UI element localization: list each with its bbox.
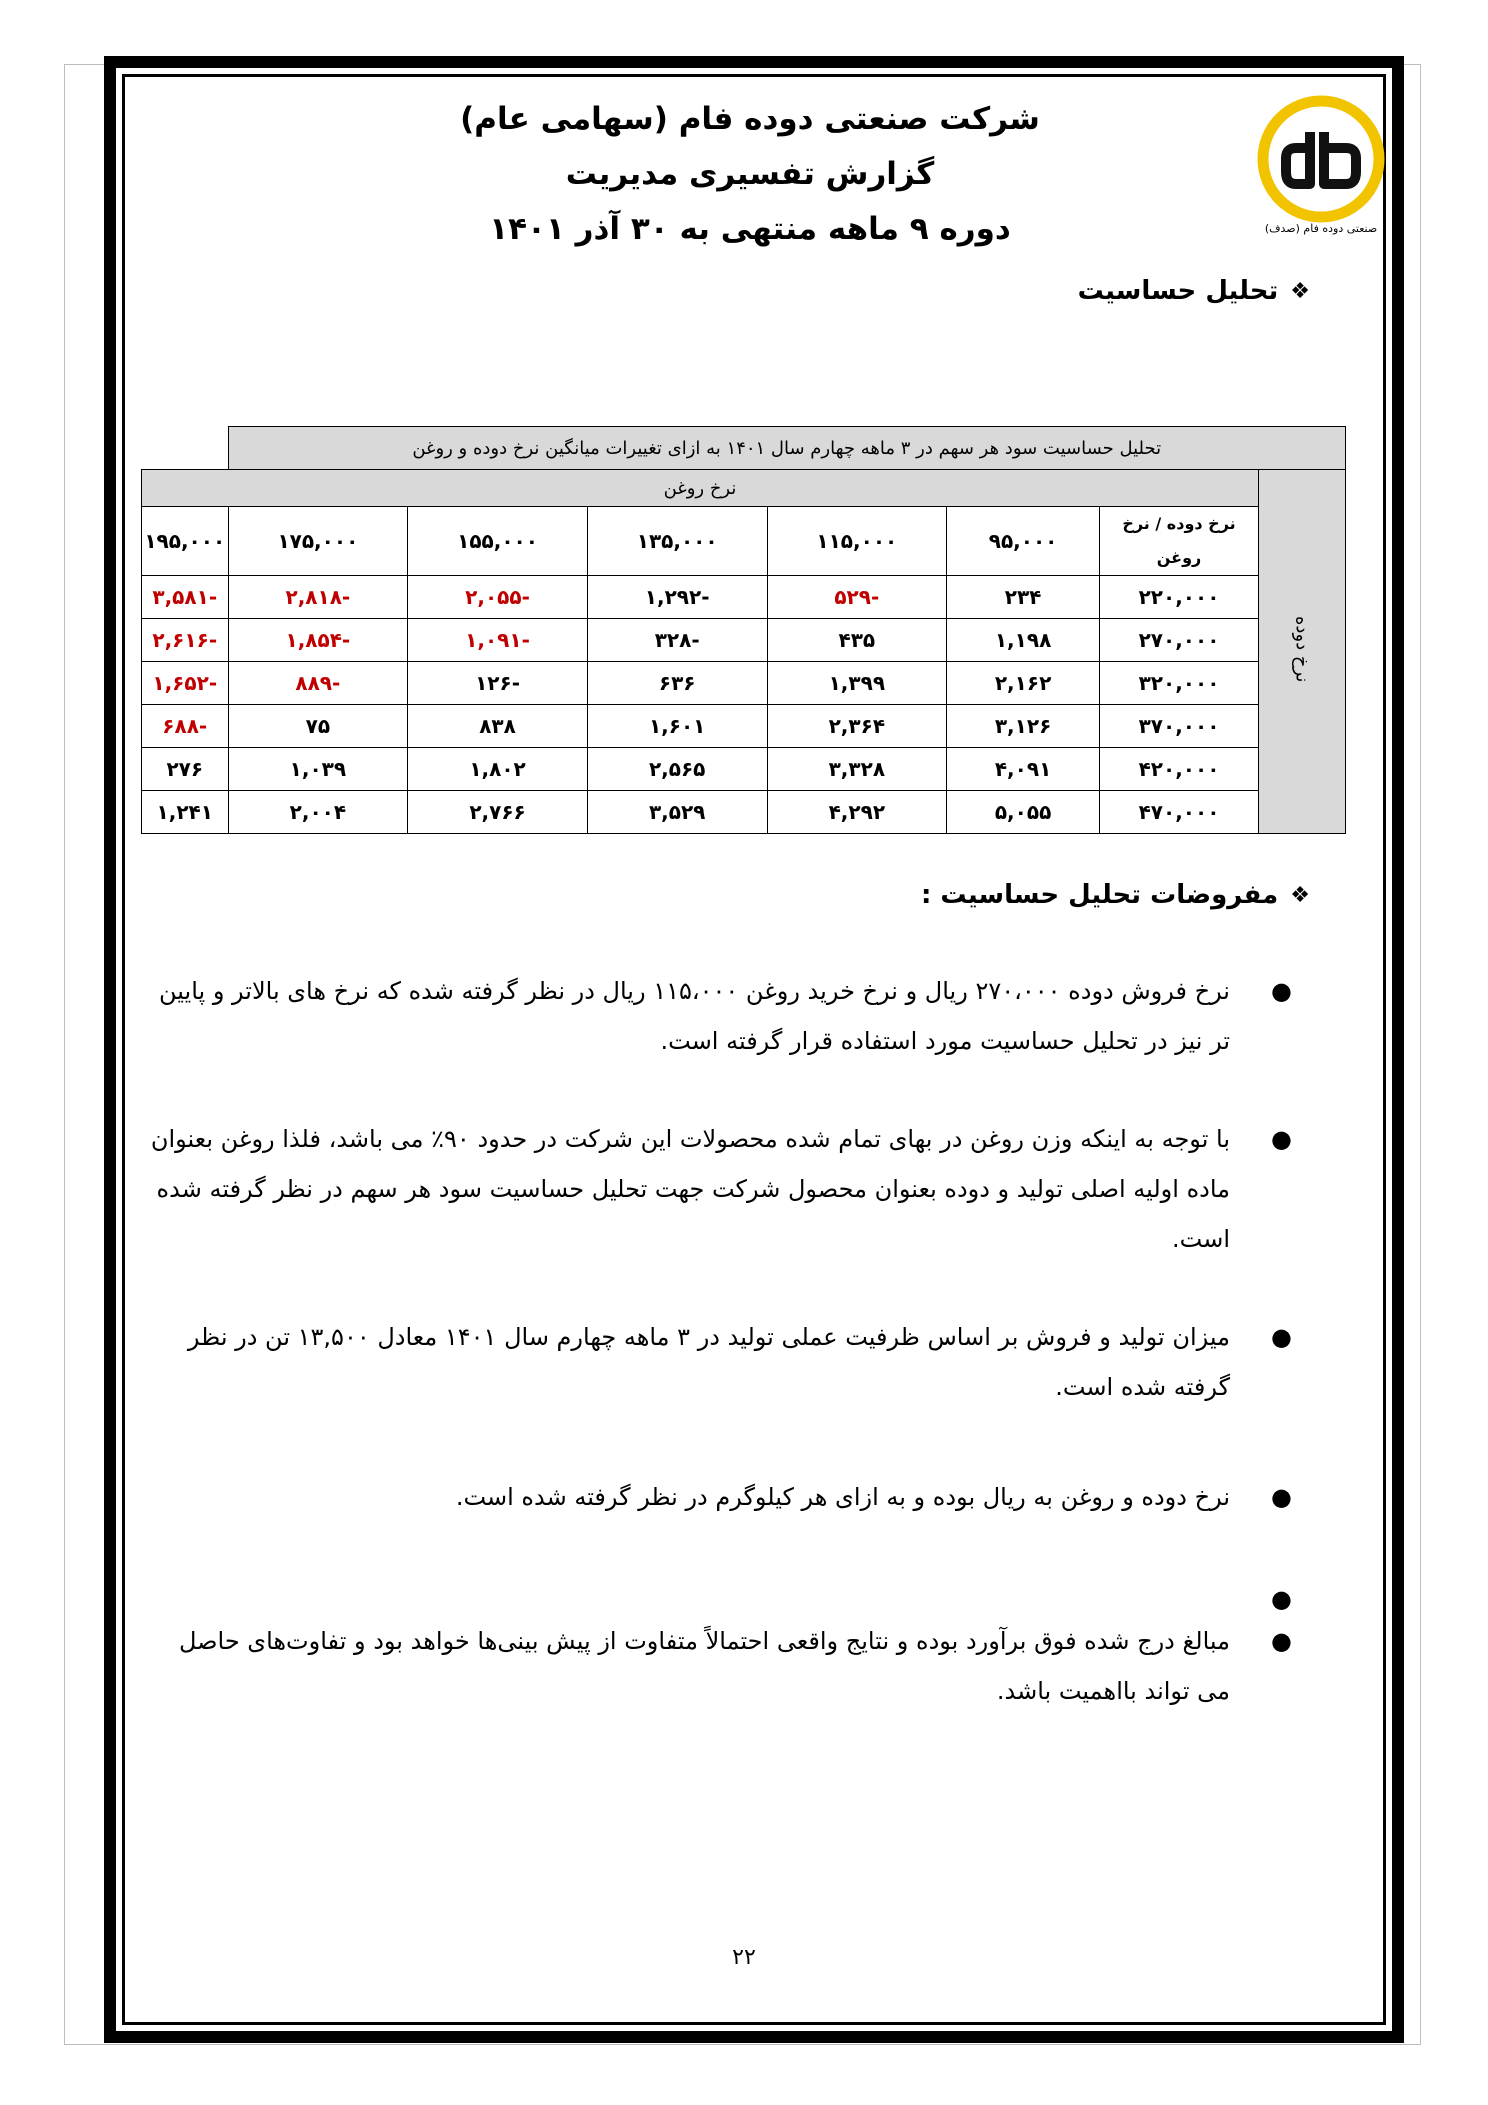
table-row (142, 619, 1346, 662)
row-header: ۳۷۰,۰۰۰ (1100, 705, 1259, 748)
list-item (142, 1574, 1292, 1616)
logo-caption: صنعتی دوده فام (صدف) (1264, 222, 1378, 235)
table-cell: -۲,۸۱۸ (228, 576, 408, 619)
table-row (142, 791, 1346, 834)
assumptions-list (142, 966, 1292, 1716)
table-cell: ۲۳۴ (947, 576, 1100, 619)
table-cell: ۱,۰۳۹ (228, 748, 408, 791)
table-cell: ۲,۰۰۴ (228, 791, 408, 834)
row-header: ۳۲۰,۰۰۰ (1100, 662, 1259, 705)
sensitivity-heading: ❖ تحلیل حساسیت (1077, 276, 1310, 306)
table-cell: ۴۳۵ (767, 619, 947, 662)
column-header: ۱۳۵,۰۰۰ (587, 507, 767, 576)
report-title: گزارش تفسیری مدیریت (565, 156, 935, 192)
table-cell: ۲,۷۶۶ (408, 791, 588, 834)
table-cell: -۸۸۹ (228, 662, 408, 705)
list-item: ● نرخ دوده و روغن به ریال بوده و به ازای هر کیلوگرم در نظر گرفته شده است. (142, 1472, 1292, 1522)
list-item: ● میزان تولید و فروش بر اساس ظرفیت عملی تولید در ۳ ماهه چهارم سال ۱۴۰۱ معادل ۱۳,۵۰۰ تن در نظر گرفته شده است. (142, 1312, 1292, 1412)
table-cell: ۲۷۶ (142, 748, 229, 791)
table-cell: ۳,۱۲۶ (947, 705, 1100, 748)
table-cell: -۱,۲۹۲ (587, 576, 767, 619)
table-cell: ۴,۰۹۱ (947, 748, 1100, 791)
table-cell: ۵,۰۵۵ (947, 791, 1100, 834)
row-header: ۲۷۰,۰۰۰ (1100, 619, 1259, 662)
table-cell: -۱۲۶ (408, 662, 588, 705)
assumptions-heading: ❖ مفروضات تحلیل حساسیت : (920, 880, 1310, 910)
table-cell: -۱,۶۵۲ (142, 662, 229, 705)
table-cell: -۶۸۸ (142, 705, 229, 748)
diamond-bullet-icon: ❖ (1290, 882, 1310, 908)
table-cell: ۱,۶۰۱ (587, 705, 767, 748)
table-cell: ۶۳۶ (587, 662, 767, 705)
bullet-dot-icon: ● (1271, 1627, 1292, 1655)
list-item: ● نرخ فروش دوده ۲۷۰،۰۰۰ ریال و نرخ خرید روغن ۱۱۵،۰۰۰ ریال در نظر گرفته شده که نرخ های بالاتر و پایین تر نیز در تحلیل حساسیت مورد استفاده قرار گرفته است. (142, 966, 1292, 1066)
table-cell: ۲,۱۶۲ (947, 662, 1100, 705)
table-cell: ۲,۳۶۴ (767, 705, 947, 748)
company-name: شرکت صنعتی دوده فام (سهامی عام) (460, 101, 1040, 137)
carbon-rate-label: نرخ دوده (1259, 470, 1346, 834)
bullet-dot-icon: ● (1271, 1585, 1292, 1613)
sensitivity-table (141, 426, 1346, 834)
table-cell: ۸۳۸ (408, 705, 588, 748)
table-cell: ۱,۱۹۸ (947, 619, 1100, 662)
oil-rate-label: نرخ روغن (142, 470, 1259, 507)
bullet-dot-icon: ● (1271, 1483, 1292, 1511)
column-header: ۱۹۵,۰۰۰ (142, 507, 229, 576)
diamond-bullet-icon: ❖ (1290, 278, 1310, 304)
corner-label: نرخ دوده / نرخ روغن (1100, 507, 1259, 576)
list-item: ● مبالغ درج شده فوق برآورد بوده و نتایج واقعی احتمالاً متفاوت از پیش بینی‌ها خواهد بود و تفاوت‌های حاصل می تواند بااهمیت باشد. (142, 1616, 1292, 1716)
column-header: ۱۱۵,۰۰۰ (767, 507, 947, 576)
company-logo (1254, 92, 1388, 226)
bullet-dot-icon: ● (1271, 1323, 1292, 1351)
table-cell: ۱,۲۴۱ (142, 791, 229, 834)
table-cell: -۱,۸۵۴ (228, 619, 408, 662)
table-cell: ۱,۳۹۹ (767, 662, 947, 705)
table-cell: -۳,۵۸۱ (142, 576, 229, 619)
table-row (142, 705, 1346, 748)
bullet-dot-icon: ● (1271, 1125, 1292, 1153)
table-row (142, 748, 1346, 791)
table-cell: ۳,۵۲۹ (587, 791, 767, 834)
report-header (300, 92, 1200, 257)
list-item: ● با توجه به اینکه وزن روغن در بهای تمام شده محصولات این شرکت در حدود ۹۰٪ می باشد، فلذا روغن بعنوان ماده اولیه اصلی تولید و دوده بعنوان محصول شرکت جهت تحلیل حساسیت سود هر سهم در نظر گرفته شده است. (142, 1114, 1292, 1264)
table-cell: -۳۲۸ (587, 619, 767, 662)
table-cell: ۷۵ (228, 705, 408, 748)
table-cell: ۴,۲۹۲ (767, 791, 947, 834)
table-row (142, 662, 1346, 705)
table-cell: ۱,۸۰۲ (408, 748, 588, 791)
table-caption: تحلیل حساسیت سود هر سهم در ۳ ماهه چهارم سال ۱۴۰۱ به ازای تغییرات میانگین نرخ دوده و روغن (228, 427, 1346, 470)
column-header-row (142, 507, 1346, 576)
report-period: دوره ۹ ماهه منتهی به ۳۰ آذر ۱۴۰۱ (489, 211, 1011, 247)
column-header: ۱۵۵,۰۰۰ (408, 507, 588, 576)
row-header: ۴۷۰,۰۰۰ (1100, 791, 1259, 834)
column-header: ۹۵,۰۰۰ (947, 507, 1100, 576)
column-header: ۱۷۵,۰۰۰ (228, 507, 408, 576)
row-header: ۲۲۰,۰۰۰ (1100, 576, 1259, 619)
table-cell: -۲,۶۱۶ (142, 619, 229, 662)
bullet-dot-icon: ● (1271, 977, 1292, 1005)
table-cell: -۱,۰۹۱ (408, 619, 588, 662)
table-cell: ۳,۳۲۸ (767, 748, 947, 791)
table-row (142, 576, 1346, 619)
table-cell: -۵۲۹ (767, 576, 947, 619)
table-cell: ۲,۵۶۵ (587, 748, 767, 791)
row-header: ۴۲۰,۰۰۰ (1100, 748, 1259, 791)
table-cell: -۲,۰۵۵ (408, 576, 588, 619)
page-number: ۲۲ (732, 1945, 756, 1970)
